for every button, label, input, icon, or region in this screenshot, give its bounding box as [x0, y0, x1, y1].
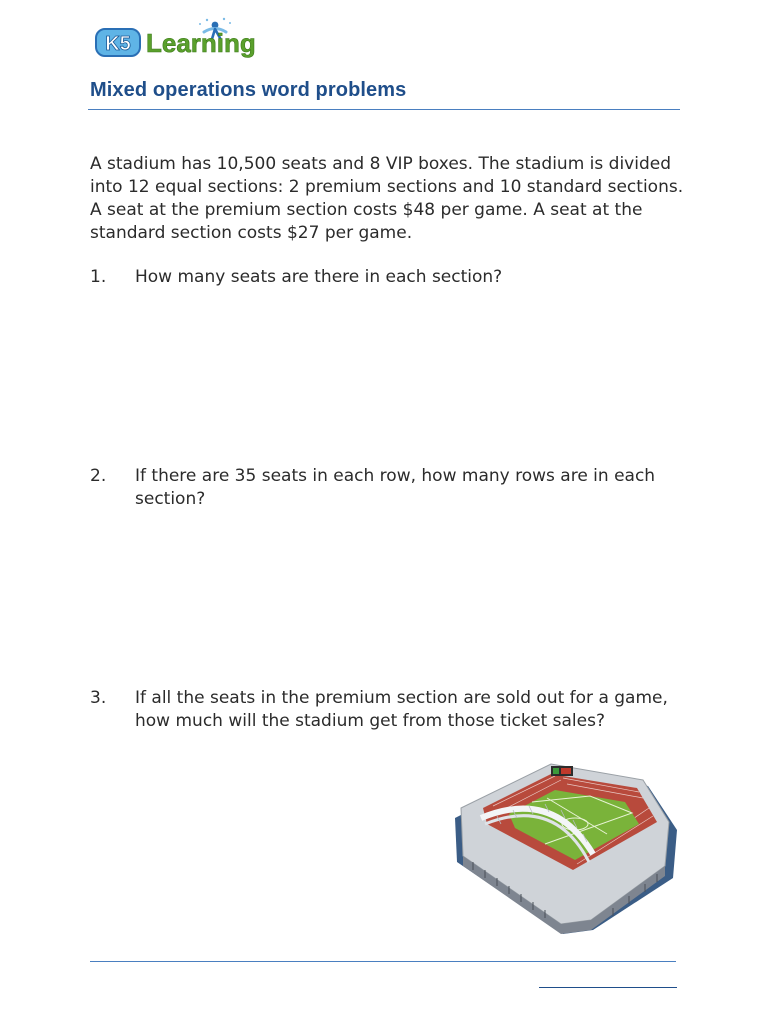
intro-line: A stadium has 10,500 seats and 8 VIP boxes. The stadium is divided	[90, 154, 671, 174]
question-text	[135, 687, 680, 732]
question-text	[135, 465, 680, 510]
question-line: section?	[135, 488, 206, 509]
intro-line: standard section costs $27 per game.	[90, 223, 413, 243]
question-text	[135, 266, 680, 289]
question-line: If all the seats in the premium section are sold out for a game,	[135, 688, 668, 708]
problem-intro	[90, 153, 684, 245]
intro-line: A seat at the premium section costs $48 per game. A seat at the	[90, 200, 643, 220]
question-number: 1.	[90, 267, 107, 287]
stadium-illustration	[443, 758, 679, 934]
title-divider	[88, 109, 680, 110]
question-line: how much will the stadium get from those ticket sales?	[135, 710, 605, 731]
logo-word-text: Learning	[146, 28, 256, 58]
footer-link-underline	[539, 987, 677, 988]
footer-divider	[90, 961, 676, 962]
question-number: 3.	[90, 688, 107, 708]
logo-mark-text: K5	[105, 33, 131, 55]
k5-learning-logo[interactable]	[94, 16, 260, 62]
question-line: If there are 35 seats in each row, how many rows are in each	[135, 466, 656, 486]
question-line: How many seats are there in each section?	[135, 267, 503, 287]
page-title: Mixed operations word problems	[90, 79, 407, 101]
intro-line: into 12 equal sections: 2 premium sections and 10 standard sections.	[90, 177, 684, 197]
question-number: 2.	[90, 466, 107, 486]
